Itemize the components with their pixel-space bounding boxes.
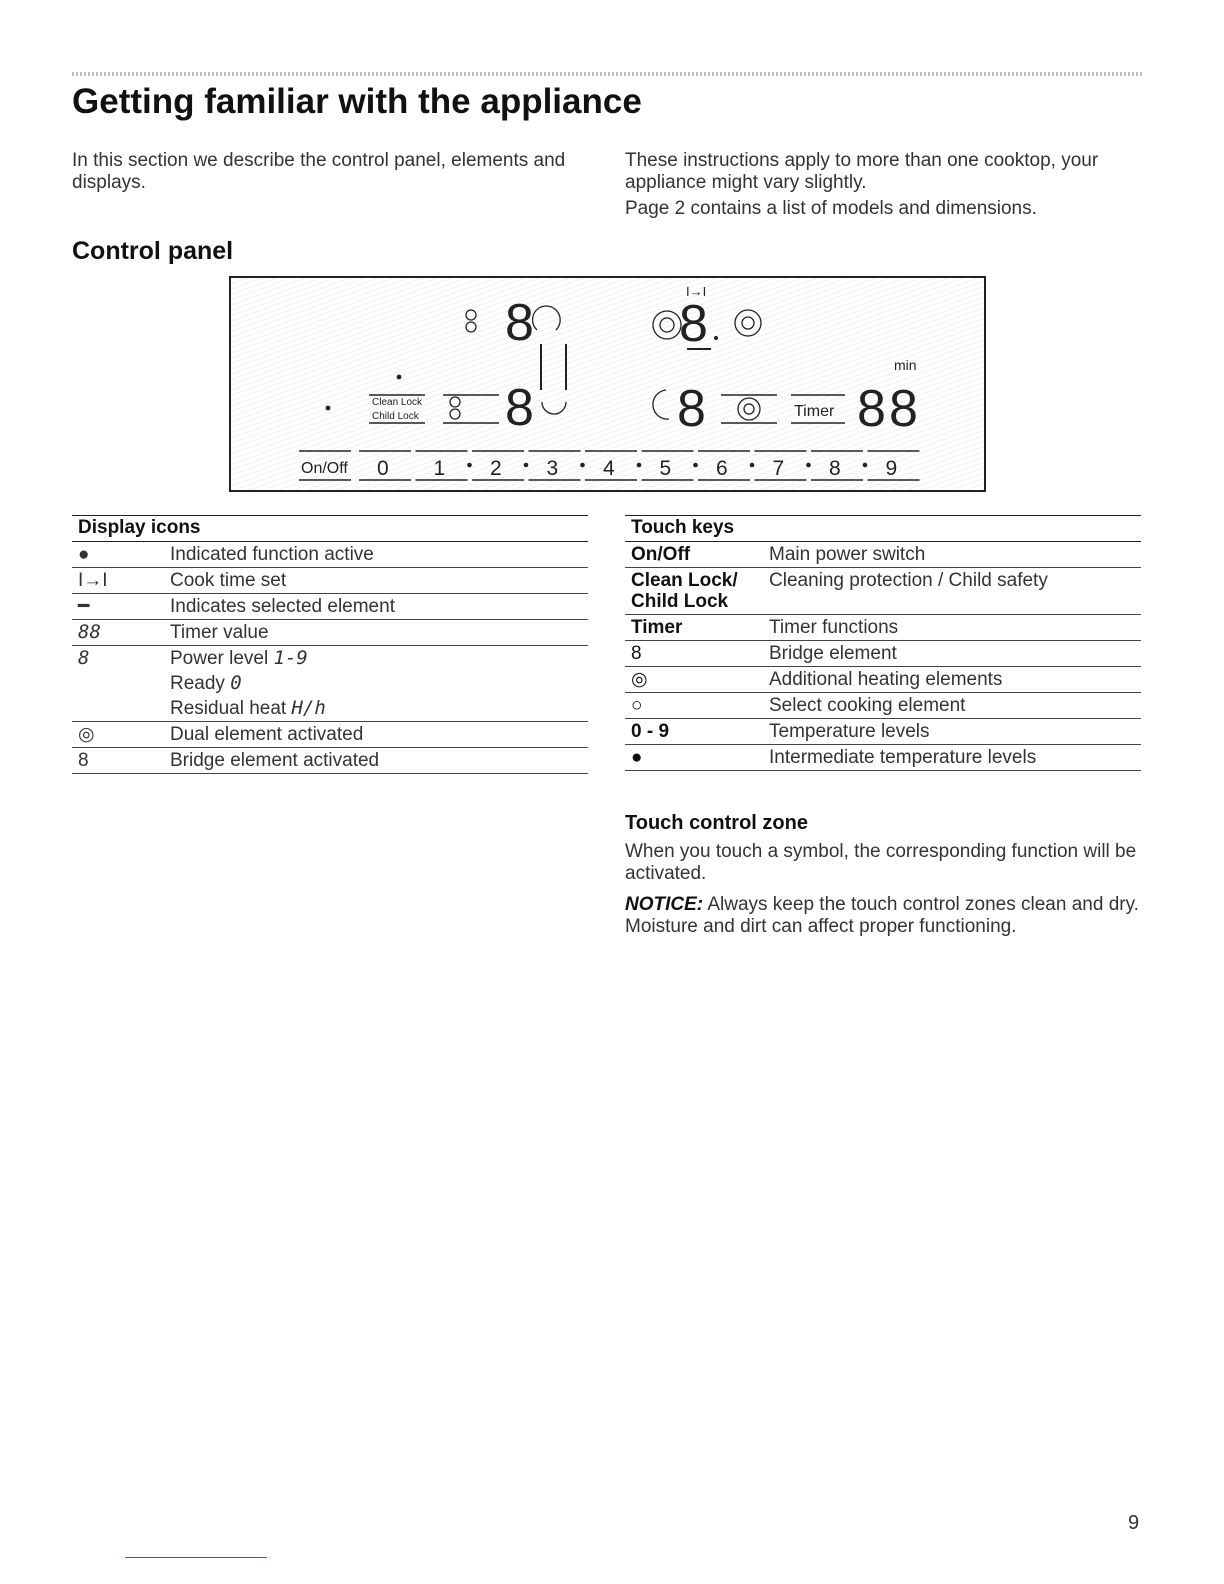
cook-time-set-icon: I→I bbox=[72, 568, 164, 594]
timer-value-icon: 88 bbox=[72, 620, 164, 646]
digit-key-0[interactable]: 0 bbox=[377, 457, 389, 480]
display-digit-top-left: 8 bbox=[505, 294, 534, 352]
table-row bbox=[625, 745, 1141, 771]
cook-time-set-icon: I→I bbox=[686, 284, 707, 299]
table-row bbox=[625, 667, 1141, 693]
desc bbox=[164, 696, 588, 722]
desc: Indicates selected element bbox=[164, 594, 588, 620]
empty-symbol bbox=[72, 671, 164, 696]
desc bbox=[164, 671, 588, 696]
intro-right-text-2: Page 2 contains a list of models and dimensions. bbox=[625, 198, 1037, 219]
desc: Main power switch bbox=[763, 542, 1141, 568]
table-row bbox=[72, 646, 588, 672]
desc-text: Power level bbox=[170, 648, 269, 669]
selected-bar-icon: ━ bbox=[72, 594, 164, 620]
desc: Bridge element activated bbox=[164, 748, 588, 774]
indicator-dot bbox=[397, 375, 402, 380]
desc-text: Ready bbox=[170, 673, 225, 694]
digit-key-9[interactable]: 9 bbox=[885, 457, 898, 480]
table-row bbox=[625, 568, 1141, 615]
notice-label: NOTICE: bbox=[625, 894, 704, 915]
key-label: Timer bbox=[625, 615, 763, 641]
desc: Cook time set bbox=[164, 568, 588, 594]
table-row bbox=[72, 542, 588, 568]
intermediate-level-dot[interactable] bbox=[693, 463, 698, 468]
notice-text: Always keep the touch control zones clean and dry. Moisture and dirt can affect proper functioning. bbox=[625, 894, 1139, 937]
indicator-dot bbox=[326, 406, 331, 411]
select-element-circle-icon[interactable] bbox=[542, 402, 566, 414]
display-digit-mid-left: 8 bbox=[505, 379, 534, 437]
desc bbox=[164, 646, 588, 672]
value: 1-9 bbox=[273, 647, 308, 669]
bridge-icon[interactable] bbox=[450, 397, 460, 419]
table-row bbox=[625, 641, 1141, 667]
digit-key-5[interactable]: 5 bbox=[659, 457, 672, 480]
empty-symbol bbox=[72, 696, 164, 722]
display-icons-table bbox=[72, 515, 588, 774]
digit-key-7[interactable]: 7 bbox=[772, 457, 785, 480]
table-row bbox=[72, 568, 588, 594]
desc: Temperature levels bbox=[763, 719, 1141, 745]
desc: Dual element activated bbox=[164, 722, 588, 748]
intermediate-level-dot[interactable] bbox=[580, 463, 585, 468]
intro-right-text-1: These instructions apply to more than one cooktop, your appliance might vary slightly. bbox=[625, 150, 1099, 193]
power-level-icon: 8 bbox=[72, 646, 164, 672]
bridge-element-icon: 8 bbox=[625, 641, 763, 667]
desc: Timer value bbox=[164, 620, 588, 646]
select-element-circle-icon[interactable] bbox=[539, 306, 560, 330]
top-rule bbox=[72, 72, 1142, 76]
touch-keys-table bbox=[625, 515, 1141, 771]
page-title: Getting familiar with the appliance bbox=[72, 82, 642, 121]
select-circle-icon: ○ bbox=[625, 693, 763, 719]
digit-key-8[interactable]: 8 bbox=[829, 457, 841, 480]
table-row bbox=[72, 696, 588, 722]
dual-element-icon[interactable] bbox=[653, 311, 681, 339]
table-row bbox=[72, 594, 588, 620]
desc: Bridge element bbox=[763, 641, 1141, 667]
desc: Cleaning protection / Child safety bbox=[763, 568, 1141, 615]
control-panel-heading: Control panel bbox=[72, 237, 234, 265]
table-row bbox=[625, 693, 1141, 719]
digit-key-2[interactable]: 2 bbox=[490, 457, 502, 480]
timer-display-digit-2: 8 bbox=[889, 380, 918, 438]
touch-keys-header: Touch keys bbox=[625, 516, 1141, 542]
intermediate-level-dot[interactable] bbox=[806, 463, 811, 468]
table-row bbox=[72, 722, 588, 748]
digit-key-1[interactable]: 1 bbox=[433, 457, 446, 480]
display-digit-mid-right: 8 bbox=[677, 380, 706, 438]
select-element-circle-icon[interactable] bbox=[653, 390, 669, 419]
digit-keys bbox=[359, 451, 920, 480]
digit-key-3[interactable]: 3 bbox=[546, 457, 559, 480]
table-row bbox=[625, 615, 1141, 641]
desc: Additional heating elements bbox=[763, 667, 1141, 693]
intermediate-level-dot[interactable] bbox=[524, 463, 529, 468]
table-row bbox=[625, 719, 1141, 745]
clean-lock-label[interactable]: Clean Lock bbox=[372, 397, 423, 408]
desc: Intermediate temperature levels bbox=[763, 745, 1141, 771]
value: H/h bbox=[291, 697, 326, 719]
table-row bbox=[72, 620, 588, 646]
touch-control-zone-text: When you touch a symbol, the corresponding function will be activated. bbox=[625, 841, 1137, 884]
table-row bbox=[72, 748, 588, 774]
digit-key-4[interactable]: 4 bbox=[603, 457, 615, 480]
dual-element-icon: ◎ bbox=[625, 667, 763, 693]
desc-text: Residual heat bbox=[170, 698, 287, 719]
timer-key[interactable]: Timer bbox=[794, 403, 835, 420]
intermediate-level-dot[interactable] bbox=[467, 463, 472, 468]
notice-paragraph bbox=[625, 894, 1141, 938]
table-row bbox=[625, 542, 1141, 568]
intermediate-level-dot[interactable] bbox=[637, 463, 642, 468]
footer-link-line bbox=[125, 1557, 267, 1558]
intermediate-level-dot[interactable] bbox=[863, 463, 868, 468]
dual-element-icon: ◎ bbox=[72, 722, 164, 748]
intro-left bbox=[72, 150, 582, 198]
bridge-element-icon: 8 bbox=[72, 748, 164, 774]
desc: Indicated function active bbox=[164, 542, 588, 568]
value: 0 bbox=[230, 672, 242, 694]
touch-control-zone-heading: Touch control zone bbox=[625, 812, 808, 834]
control-panel-svg bbox=[231, 278, 984, 490]
on-off-key[interactable]: On/Off bbox=[301, 460, 348, 477]
control-panel-diagram bbox=[229, 276, 986, 492]
key-label: 0 - 9 bbox=[625, 719, 763, 745]
key-label: Clean Lock/ Child Lock bbox=[625, 568, 763, 615]
desc: Select cooking element bbox=[763, 693, 1141, 719]
dual-element-icon[interactable] bbox=[738, 398, 760, 420]
display-icons-header: Display icons bbox=[72, 516, 588, 542]
filled-dot-icon: ● bbox=[72, 542, 164, 568]
display-digit-top-right: 8 bbox=[679, 295, 708, 353]
desc: Timer functions bbox=[763, 615, 1141, 641]
digit-key-6[interactable]: 6 bbox=[716, 457, 728, 480]
min-label: min bbox=[894, 357, 917, 373]
filled-dot-icon: ● bbox=[625, 745, 763, 771]
table-row bbox=[72, 671, 588, 696]
page-number: 9 bbox=[1128, 1512, 1140, 1534]
bridge-icon[interactable] bbox=[466, 310, 476, 332]
intermediate-level-dot[interactable] bbox=[750, 463, 755, 468]
intro-right bbox=[625, 150, 1145, 224]
dual-element-icon[interactable] bbox=[735, 310, 761, 336]
key-label: On/Off bbox=[625, 542, 763, 568]
child-lock-label[interactable]: Child Lock bbox=[372, 411, 419, 422]
timer-display-digit-1: 8 bbox=[857, 380, 886, 438]
intro-left-text: In this section we describe the control panel, elements and displays. bbox=[72, 150, 566, 193]
